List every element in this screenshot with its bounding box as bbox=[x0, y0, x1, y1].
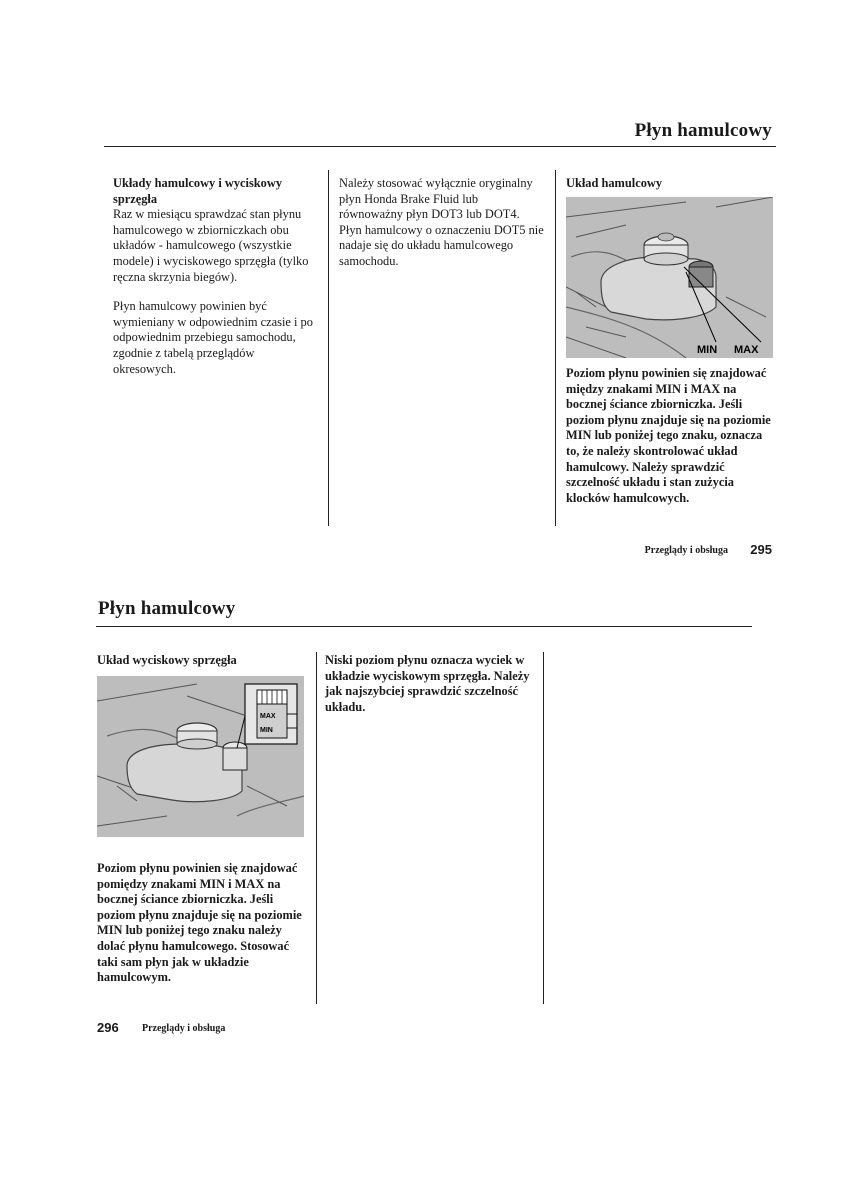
column-2-bottom bbox=[325, 653, 533, 729]
page-number-bottom: 296 bbox=[97, 1020, 119, 1035]
column-divider-1-bottom bbox=[316, 652, 317, 1004]
paragraph: Poziom płynu powinien się znajdować między znakami MIN i MAX na bocznej ściance zbiorniczka. Jeśli poziom płynu znajduje się na poziomie MIN lub poniżej tego znaku, oznacza to, że należy skontrolować układ hamulcowy. Należy sprawdzić szczelność układu i stan zużycia klocków hamulcowych. bbox=[566, 366, 771, 505]
paragraph: Niski poziom płynu oznacza wyciek w układzie wyciskowym sprzęgła. Należy jak najszybciej sprawdzić szczelność układu. bbox=[325, 653, 530, 714]
brake-reservoir-photo bbox=[566, 197, 773, 358]
paragraph: Poziom płynu powinien się znajdować pomiędzy znakami MIN i MAX na bocznej ściance zbiorniczka. Jeśli poziom płynu znajduje się na poziomie MIN lub poniżej tego znaku należy dolać płynu hamulcowego. Stosować taki sam płyn jak w układzie hamulcowym. bbox=[97, 861, 302, 985]
column-1-text-bottom bbox=[97, 861, 307, 1000]
paragraph: Płyn hamulcowy powinien być wymieniany w odpowiednim czasie i po odpowiednim przebiegu samochodu, zgodnie z tabelą przeglądów okresowych. bbox=[113, 299, 313, 376]
title-rule-top bbox=[104, 146, 776, 147]
clutch-reservoir-photo bbox=[97, 676, 304, 837]
page-title-bottom: Płyn hamulcowy bbox=[98, 598, 236, 619]
max-label: MAX bbox=[734, 344, 759, 356]
column-3-text-top bbox=[566, 366, 774, 520]
section-heading: Układy hamulcowy i wyciskowy sprzęgła bbox=[113, 176, 283, 206]
section-heading-brake: Układ hamulcowy bbox=[566, 176, 663, 190]
inset-min-label: MIN bbox=[260, 727, 273, 734]
footer-section-bottom: Przeglądy i obsługa bbox=[142, 1023, 226, 1034]
footer-section-top: Przeglądy i obsługa bbox=[644, 545, 728, 556]
column-2-top bbox=[339, 176, 544, 284]
paragraph: Raz w miesiącu sprawdzać stan płynu hamulcowego w zbiorniczkach obu układów - hamulcowego (wszystkie modele) i wyciskowego sprzęgła (tylko ręczna skrzynia biegów). bbox=[113, 207, 309, 284]
min-label: MIN bbox=[697, 344, 718, 356]
column-1-top bbox=[113, 176, 318, 391]
inset-max-label: MAX bbox=[260, 713, 276, 720]
column-divider-2-top bbox=[555, 170, 556, 526]
page-title-top: Płyn hamulcowy bbox=[634, 120, 772, 141]
title-rule-bottom bbox=[96, 626, 752, 627]
column-divider-1-top bbox=[328, 170, 329, 526]
column-divider-2-bottom bbox=[543, 652, 544, 1004]
paragraph: Należy stosować wyłącznie oryginalny płyn Honda Brake Fluid lub równoważny płyn DOT3 lub DOT4. Płyn hamulcowy o oznaczeniu DOT5 nie nadaje się do układu hamulcowego samochodu. bbox=[339, 176, 544, 268]
section-heading-clutch: Układ wyciskowy sprzęgła bbox=[97, 653, 237, 667]
page-number-top: 295 bbox=[750, 542, 772, 557]
